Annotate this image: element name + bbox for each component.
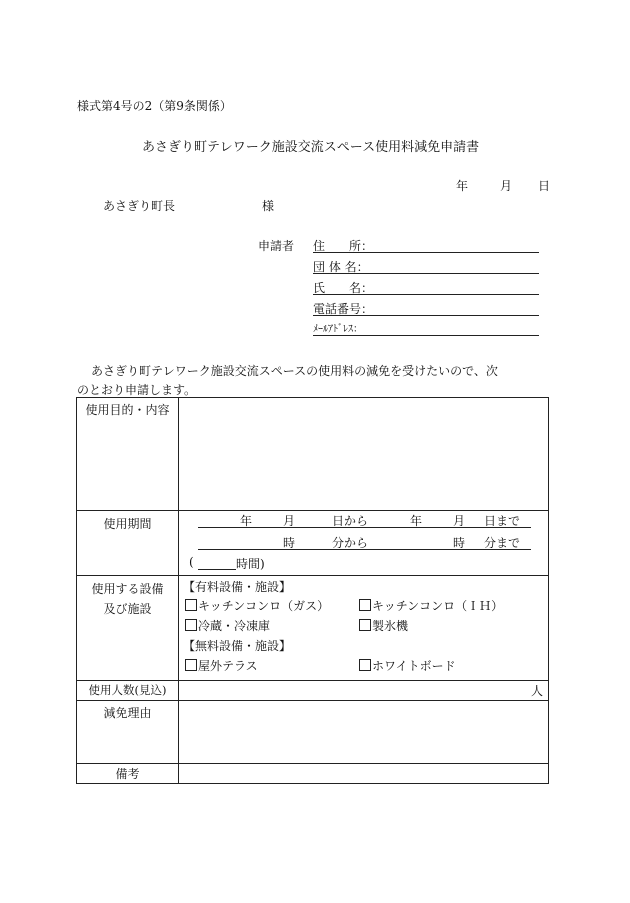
checkbox-square-icon [359, 619, 371, 631]
period-end-day: 日まで [484, 514, 521, 528]
equipment-label-line2: 及び施設 [103, 602, 152, 616]
date-day-label: 日 [538, 179, 551, 193]
checkbox-kitchen-ih-label: キッチンコンロ（ＩＨ） [372, 599, 504, 613]
people-cell[interactable] [179, 681, 549, 701]
applicant-organization-label: 団 体 名： [313, 260, 369, 274]
period-start-minute: 分から [332, 536, 369, 550]
reason-row [77, 701, 549, 764]
applicant-email-label: ﾒｰﾙｱﾄﾞﾚｽ： [313, 324, 363, 335]
people-label: 使用人数(見込) [77, 681, 179, 701]
checkbox-ice-maker-label: 製氷機 [372, 619, 409, 633]
paid-equipment-header: 【有料設備・施設】 [183, 580, 292, 594]
checkbox-square-icon [359, 659, 371, 671]
applicant-label: 申請者 [258, 239, 295, 253]
checkbox-whiteboard[interactable] [359, 657, 456, 674]
body-text-line1: あさぎり町テレワーク施設交流スペースの使用料の減免を受けたいので、次 [91, 364, 498, 378]
reason-value-cell[interactable] [179, 701, 549, 764]
checkbox-fridge-freezer[interactable] [185, 617, 270, 634]
checkbox-ice-maker[interactable] [359, 617, 408, 634]
equipment-label [77, 576, 179, 681]
applicant-email-field[interactable] [313, 320, 539, 336]
equipment-row [77, 576, 549, 681]
period-end-minute: 分まで [484, 536, 521, 550]
document-title: あさぎり町テレワーク施設交流スペース使用料減免申請書 [142, 140, 480, 155]
checkbox-square-icon [185, 659, 197, 671]
applicant-address-label: 住 所： [313, 239, 374, 253]
period-label: 使用期間 [77, 511, 179, 576]
period-start-month: 月 [283, 514, 296, 528]
checkbox-kitchen-gas[interactable] [185, 597, 329, 614]
checkbox-square-icon [185, 599, 197, 611]
period-start-day: 日から [332, 514, 369, 528]
addressee-name: あさぎり町長 [103, 199, 176, 213]
date-year-label: 年 [456, 179, 469, 193]
equipment-label-line1: 使用する設備 [91, 582, 164, 596]
applicant-name-field[interactable] [313, 279, 539, 295]
checkbox-square-icon [359, 599, 371, 611]
period-hours-blank[interactable] [198, 568, 236, 570]
remarks-row [77, 764, 549, 784]
period-end-month: 月 [453, 514, 466, 528]
period-hours-close: 時間) [236, 557, 265, 571]
checkbox-kitchen-ih[interactable] [359, 597, 503, 614]
applicant-phone-field[interactable] [313, 300, 539, 316]
period-end-hour: 時 [453, 536, 466, 550]
checkbox-outdoor-terrace-label: 屋外テラス [198, 659, 258, 673]
free-equipment-header: 【無料設備・施設】 [183, 639, 292, 653]
period-end-year: 年 [410, 514, 423, 528]
checkbox-whiteboard-label: ホワイトボード [372, 659, 456, 673]
reason-label: 減免理由 [77, 701, 179, 764]
checkbox-outdoor-terrace[interactable] [185, 657, 258, 674]
addressee-honorific: 様 [262, 199, 275, 213]
people-unit: 人 [530, 684, 543, 698]
period-hours-open: ( [189, 555, 194, 569]
body-text-line2: のとおり申請します。 [77, 383, 197, 397]
purpose-row [77, 398, 549, 511]
applicant-phone-label: 電話番号： [313, 302, 374, 316]
period-row [77, 511, 549, 576]
remarks-label: 備考 [77, 764, 179, 784]
equipment-cell [179, 576, 549, 681]
date-month-label: 月 [500, 179, 513, 193]
form-number: 様式第4号の2（第9条関係） [77, 99, 232, 113]
people-row [77, 681, 549, 701]
checkbox-fridge-freezer-label: 冷蔵・冷凍庫 [198, 619, 271, 633]
period-start-hour: 時 [283, 536, 296, 550]
applicant-address-field[interactable] [313, 237, 539, 253]
checkbox-kitchen-gas-label: キッチンコンロ（ガス） [198, 599, 330, 613]
purpose-value-cell[interactable] [179, 398, 549, 511]
purpose-label: 使用目的・内容 [77, 398, 179, 511]
checkbox-square-icon [185, 619, 197, 631]
period-cell[interactable] [179, 511, 549, 576]
period-start-year: 年 [240, 514, 253, 528]
applicant-organization-field[interactable] [313, 258, 539, 274]
remarks-value-cell[interactable] [179, 764, 549, 784]
application-table [76, 397, 549, 784]
applicant-name-label: 氏 名： [313, 281, 374, 295]
